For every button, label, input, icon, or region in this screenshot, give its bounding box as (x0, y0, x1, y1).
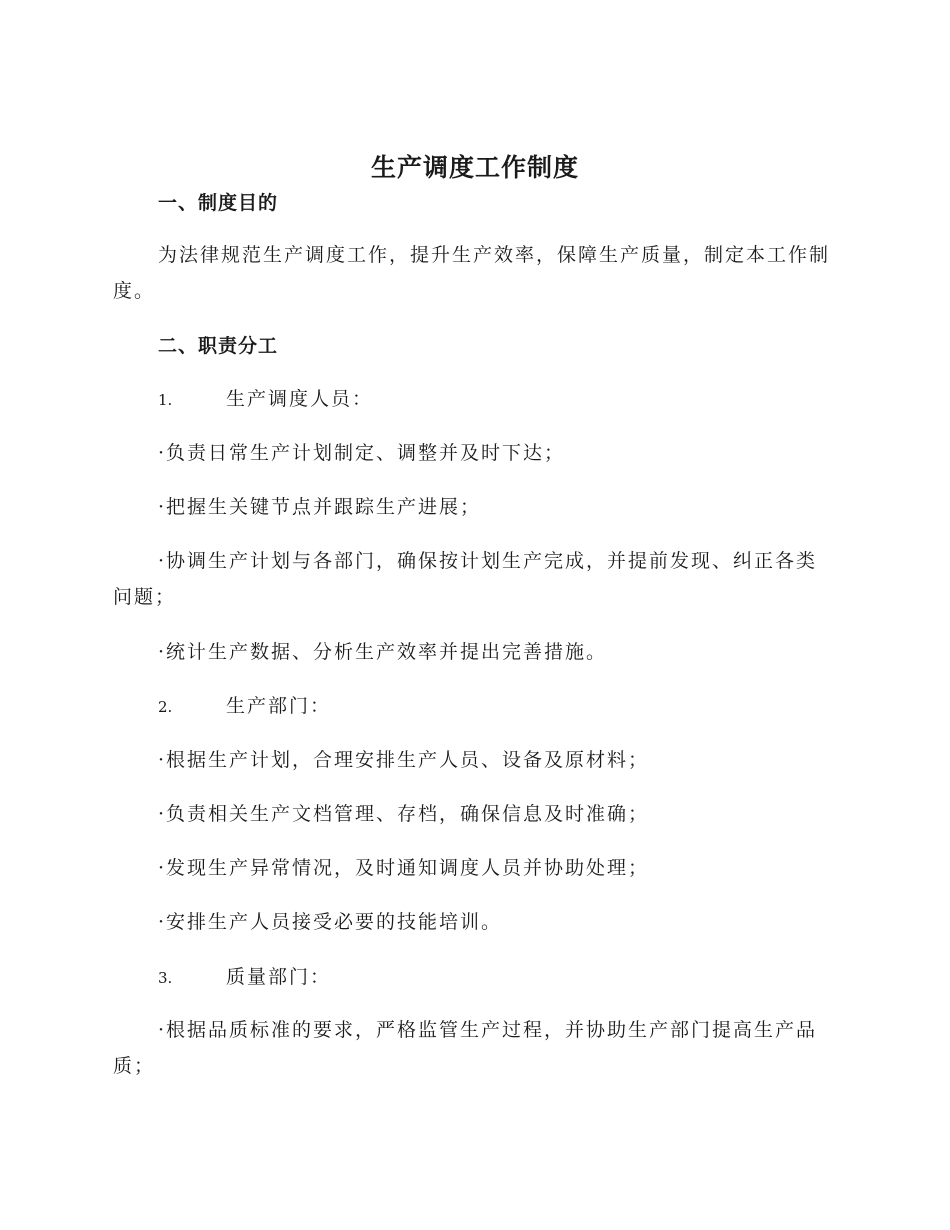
bullet-icon: · (158, 749, 165, 771)
list-item-text: 把握生关键节点并跟踪生产进展； (166, 496, 482, 518)
group-label: 生产部门： (226, 695, 332, 717)
group-label: 质量部门： (226, 966, 332, 988)
list-item-text: 协调生产计划与各部门，确保按计划生产完成，并提前发现、纠正各类问题； (113, 550, 818, 608)
list-item (158, 492, 481, 522)
list-item (158, 438, 565, 468)
bullet-icon: · (158, 442, 165, 464)
list-item-text: 根据品质标准的要求，严格监管生产过程，并协助生产部门提高生产品质； (113, 1019, 818, 1077)
list-item (113, 543, 833, 615)
group-heading-scheduler (158, 384, 373, 415)
list-item-text: 安排生产人员接受必要的技能培训。 (166, 911, 503, 933)
group-label: 生产调度人员： (226, 388, 374, 410)
bullet-icon: · (158, 857, 165, 879)
group-heading-quality (158, 962, 331, 993)
section-heading-purpose: 一、制度目的 (158, 192, 279, 214)
group-number: 3. (158, 969, 173, 987)
bullet-icon: · (158, 911, 165, 933)
purpose-paragraph: 为法律规范生产调度工作，提升生产效率，保障生产质量，制定本工作制度。 (113, 244, 831, 302)
list-item-text: 发现生产异常情况，及时通知调度人员并协助处理； (166, 857, 650, 879)
list-item (158, 799, 649, 829)
list-item-text: 根据生产计划，合理安排生产人员、设备及原材料； (166, 749, 650, 771)
list-item (158, 745, 649, 775)
group-number: 2. (158, 698, 173, 716)
group-number: 1. (158, 391, 173, 409)
bullet-icon: · (158, 496, 165, 518)
list-item (158, 637, 607, 667)
list-item (158, 853, 649, 883)
bullet-icon: · (158, 1019, 165, 1041)
list-item-text: 统计生产数据、分析生产效率并提出完善措施。 (166, 641, 608, 663)
list-item-text: 负责相关生产文档管理、存档，确保信息及时准确； (166, 803, 650, 825)
bullet-icon: · (158, 641, 165, 663)
list-item (158, 907, 502, 937)
document-title: 生产调度工作制度 (370, 153, 579, 182)
list-item (113, 1012, 833, 1084)
group-heading-production (158, 691, 331, 722)
section-heading-responsibilities: 二、职责分工 (158, 335, 279, 357)
bullet-icon: · (158, 803, 165, 825)
bullet-icon: · (158, 550, 165, 572)
list-item-text: 负责日常生产计划制定、调整并及时下达； (166, 442, 566, 464)
